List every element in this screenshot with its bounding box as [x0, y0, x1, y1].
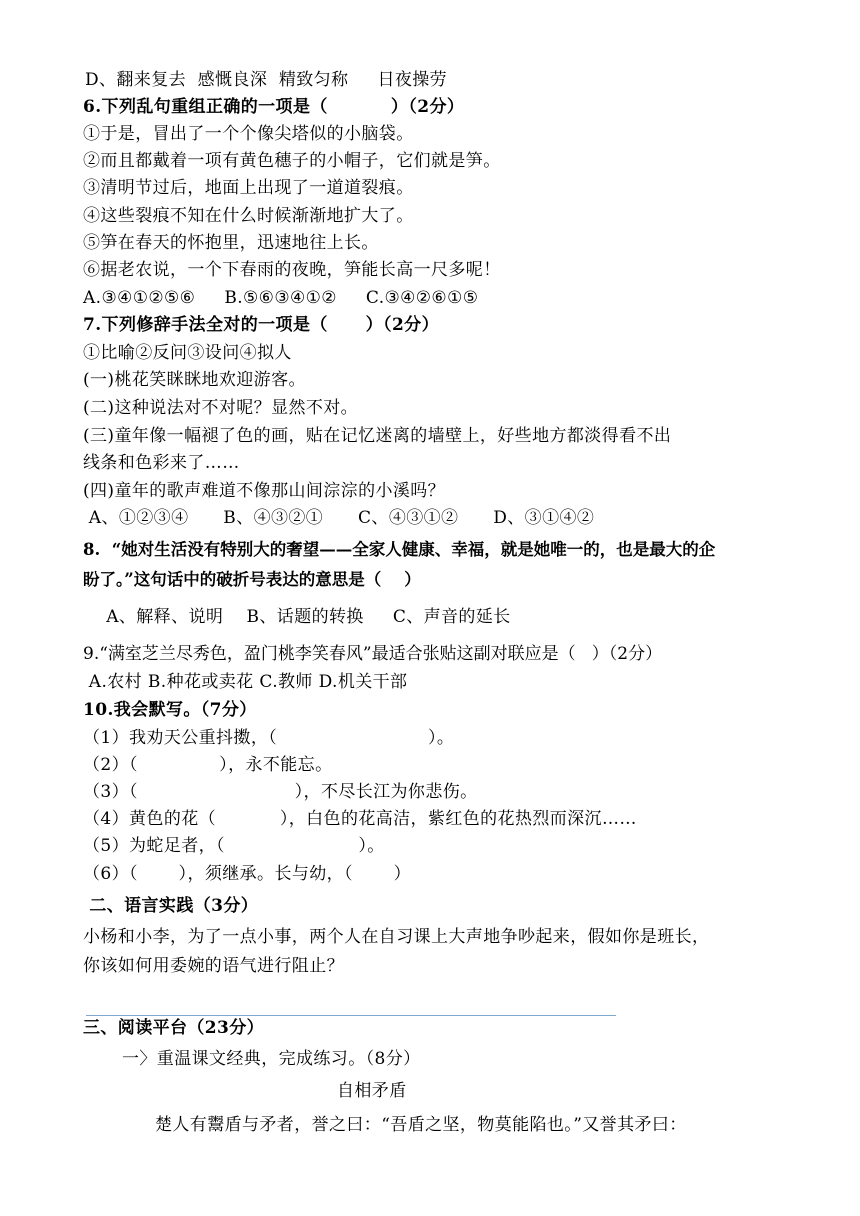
q8-stem-continued: 盼了。”这句话中的破折号表达的意思是（ ） — [83, 570, 421, 589]
q10-stem: 10.我会默写。（7分） — [83, 700, 257, 720]
passage-title: 自相矛盾 — [337, 1081, 407, 1101]
q9-stem: 9.“满室芝兰尽秀色，盈门桃李笑春风”最适合张贴这副对联应是（ ）（2分） — [83, 644, 663, 664]
q8-options: A、解释、说明 B、话题的转换 C、声音的延长 — [83, 607, 511, 627]
section-3-subheading: 一〉重温课文经典，完成练习。（8分） — [122, 1049, 421, 1069]
q6-options: A.③④①②⑤⑥ B.⑤⑥③④①② C.③④②⑥①⑤ — [83, 288, 479, 308]
q6-sentence: ④这些裂痕不知在什么时候渐渐地扩大了。 — [83, 206, 414, 226]
q10-item: （2）（ ），永不能忘。 — [83, 755, 333, 775]
q7-options: A、①②③④ B、④③②① C、④③①② D、③①④② — [83, 508, 595, 528]
section-2-body: 小杨和小李，为了一点小事，两个人在自习课上大声地争吵起来，假如你是班长， — [83, 927, 710, 947]
q6-sentence: ①于是，冒出了一个个像尖塔似的小脑袋。 — [83, 124, 414, 144]
q10-item: （5）为蛇足者，（ ）。 — [83, 836, 385, 856]
q10-item: （6）（ ），须继承。长与幼，（ ） — [83, 864, 411, 884]
q7-devices: ①比喻②反问③设问④拟人 — [83, 343, 292, 363]
q10-item: （3）（ ），不尽长江为你悲伤。 — [83, 782, 478, 802]
q10-item: （4）黄色的花（ ），白色的花高洁，紫红色的花热烈而深沉…… — [83, 809, 637, 829]
section-2-heading: 二、语言实践（3分） — [83, 896, 259, 916]
section-3-heading: 三、阅读平台（23分） — [83, 1018, 265, 1038]
q9-options: A.农村 B.种花或卖花 C.教师 D.机关干部 — [83, 672, 408, 692]
q10-item: （1）我劝天公重抖擞，（ ）。 — [83, 728, 455, 748]
q6-sentence: ③清明节过后，地面上出现了一道道裂痕。 — [83, 178, 414, 198]
q6-sentence: ⑤笋在春天的怀抱里，迅速地往上长。 — [83, 233, 379, 253]
q8-stem: 8. “她对生活没有特别大的奢望——全家人健康、幸福，就是她唯一的，也是最大的企 — [83, 540, 716, 559]
q7-stem: 7.下列修辞手法全对的一项是（ ）（2分） — [83, 315, 439, 335]
q7-item: (四)童年的歌声难道不像那山间淙淙的小溪吗？ — [83, 481, 446, 501]
q7-item: (二)这种说法对不对呢？显然不对。 — [83, 398, 359, 418]
section-2-body: 你该如何用委婉的语气进行阻止？ — [83, 956, 344, 976]
q5-option-d: D、翻来复去 感慨良深 精致匀称 日夜操劳 — [85, 70, 448, 90]
q6-stem: 6.下列乱句重组正确的一项是（ ）（2分） — [83, 97, 465, 117]
passage-text: 楚人有鬻盾与矛者，誉之曰：“吾盾之坚，物莫能陷也。”又誉其矛曰： — [155, 1115, 687, 1135]
q6-sentence: ②而且都戴着一项有黄色穗子的小帽子，它们就是笋。 — [83, 151, 501, 171]
q6-sentence: ⑥据老农说，一个下春雨的夜晚，笋能长高一尺多呢！ — [83, 260, 501, 280]
q7-item: (一)桃花笑眯眯地欢迎游客。 — [83, 370, 306, 390]
q7-item: (三)童年像一幅褪了色的画，贴在记忆迷离的墙壁上，好些地方都淡得看不出 — [83, 426, 672, 446]
q7-item: 线条和色彩来了…… — [83, 453, 240, 473]
